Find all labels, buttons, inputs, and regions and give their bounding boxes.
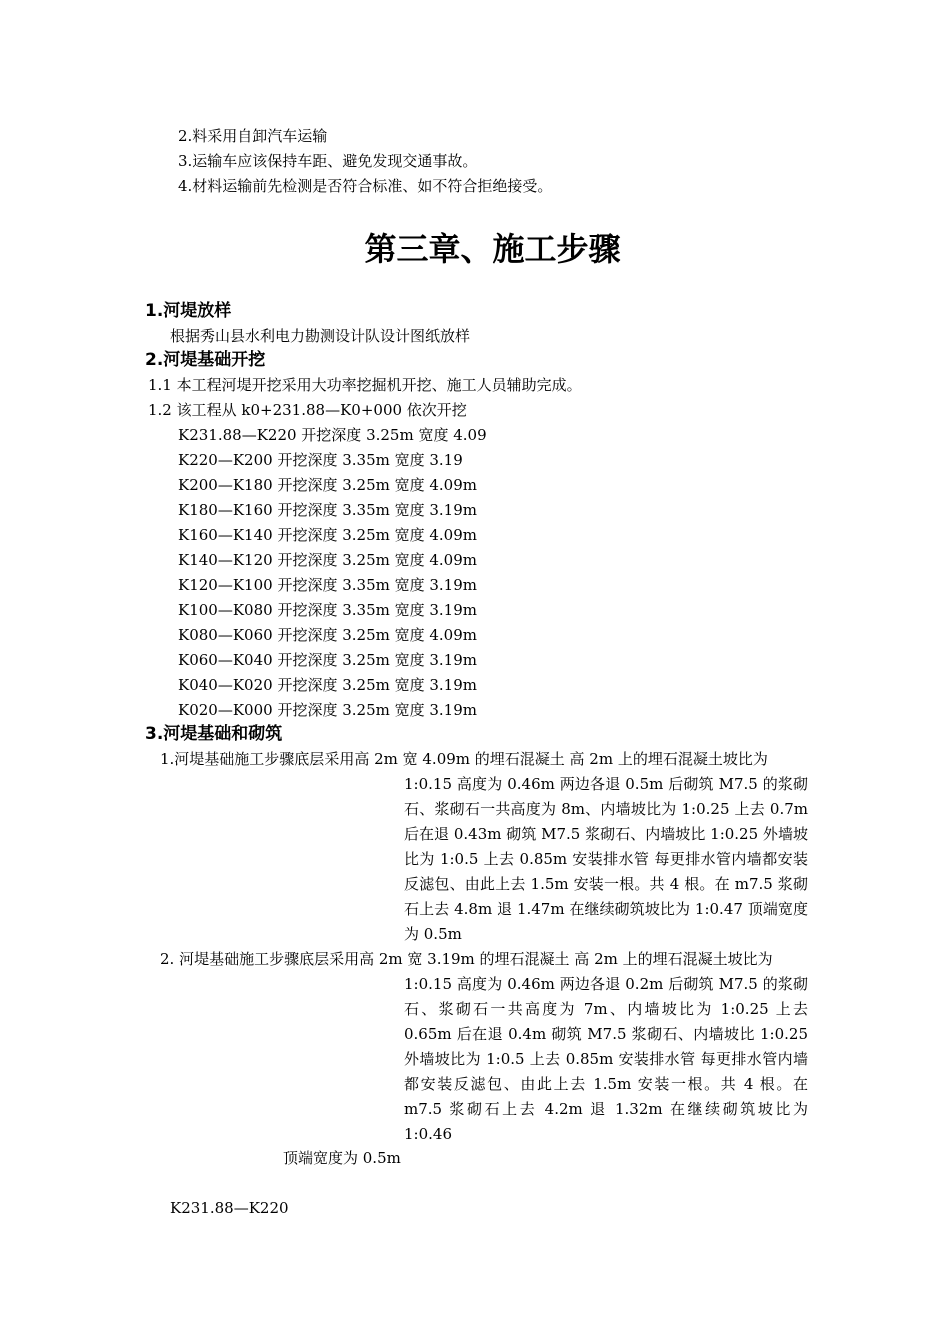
transport-item-3: 3.运输车应该保持车距、避免发现交通事故。 bbox=[178, 152, 478, 170]
excavation-row: K100—K080 开挖深度 3.35m 宽度 3.19m bbox=[178, 601, 477, 619]
transport-item-4: 4.材料运输前先检测是否符合标准、如不符合拒绝接受。 bbox=[178, 177, 553, 195]
masonry-para-1-body: 1:0.15 高度为 0.46m 两边各退 0.5m 后砌筑 M7.5 的浆砌石、浆砌石一共高度为 8m、内墙坡比为 1:0.25 上去 0.7m 后在退 0.43m 砌筑 M7.5 浆砌石、内墙坡比 1:0.25 外墙坡比为 1:0.5 上去 0.85m 安装排水管 每更排水管内墙都安装反滤包、由此上去 1.5m 安装一根。共 4 根。在 m7.5 浆砌石上去 4.8m 退 1.47m 在继续砌筑坡比为 1:0.47 顶端宽度为 0.5m bbox=[404, 775, 808, 943]
excavation-row: K040—K020 开挖深度 3.25m 宽度 3.19m bbox=[178, 676, 477, 694]
excavation-row: K120—K100 开挖深度 3.35m 宽度 3.19m bbox=[178, 576, 477, 594]
excavation-row: K160—K140 开挖深度 3.25m 宽度 4.09m bbox=[178, 526, 477, 544]
excavation-row: K231.88—K220 开挖深度 3.25m 宽度 4.09 bbox=[178, 426, 487, 444]
excavation-row: K180—K160 开挖深度 3.35m 宽度 3.19m bbox=[178, 501, 477, 519]
excavation-row: K080—K060 开挖深度 3.25m 宽度 4.09m bbox=[178, 626, 477, 644]
masonry-para-2-first-line: 2. 河堤基础施工步骤底层采用高 2m 宽 3.19m 的埋石混凝土 高 2m 上的埋石混凝土坡比为 bbox=[160, 950, 773, 968]
masonry-para-2-body: 1:0.15 高度为 0.46m 两边各退 0.2m 后砌筑 M7.5 的浆砌石、浆砌石一共高度为 7m、内墙坡比为 1:0.25 上去 0.65m 后在退 0.4m 砌筑 M7.5 浆砌石、内墙坡比 1:0.25 外墙坡比为 1:0.5 上去 0.85m 安装排水管 每更排水管内墙都安装反滤包、由此上去 1.5m 安装一根。共 4 根。在 m7.5 浆砌石上去 4.2m 退 1.32m 在继续砌筑坡比为 1:0.46 bbox=[404, 975, 808, 1143]
section-label: K231.88—K220 bbox=[170, 1199, 289, 1217]
section-text-staking: 根据秀山县水利电力勘测设计队设计图纸放样 bbox=[170, 327, 471, 345]
excavation-item-1-1: 1.1 本工程河堤开挖采用大功率挖掘机开挖、施工人员辅助完成。 bbox=[148, 376, 582, 394]
section-heading-excavation: 2.河堤基础开挖 bbox=[145, 350, 266, 370]
excavation-row: K020—K000 开挖深度 3.25m 宽度 3.19m bbox=[178, 701, 477, 719]
chapter-title: 第三章、施工步骤 bbox=[364, 230, 621, 268]
excavation-row: K220—K200 开挖深度 3.35m 宽度 3.19 bbox=[178, 451, 463, 469]
section-heading-staking: 1.河堤放样 bbox=[145, 301, 232, 321]
excavation-row: K060—K040 开挖深度 3.25m 宽度 3.19m bbox=[178, 651, 477, 669]
masonry-para-1-first-line: 1.河堤基础施工步骤底层采用高 2m 宽 4.09m 的埋石混凝土 高 2m 上的埋石混凝土坡比为 bbox=[160, 750, 768, 768]
excavation-row: K140—K120 开挖深度 3.25m 宽度 4.09m bbox=[178, 551, 477, 569]
excavation-item-1-2: 1.2 该工程从 k0+231.88—K0+000 依次开挖 bbox=[148, 401, 467, 419]
masonry-para-2-tail: 顶端宽度为 0.5m bbox=[283, 1149, 401, 1167]
transport-item-2: 2.料采用自卸汽车运输 bbox=[178, 127, 328, 145]
excavation-row: K200—K180 开挖深度 3.25m 宽度 4.09m bbox=[178, 476, 477, 494]
section-heading-masonry: 3.河堤基础和砌筑 bbox=[145, 724, 283, 744]
